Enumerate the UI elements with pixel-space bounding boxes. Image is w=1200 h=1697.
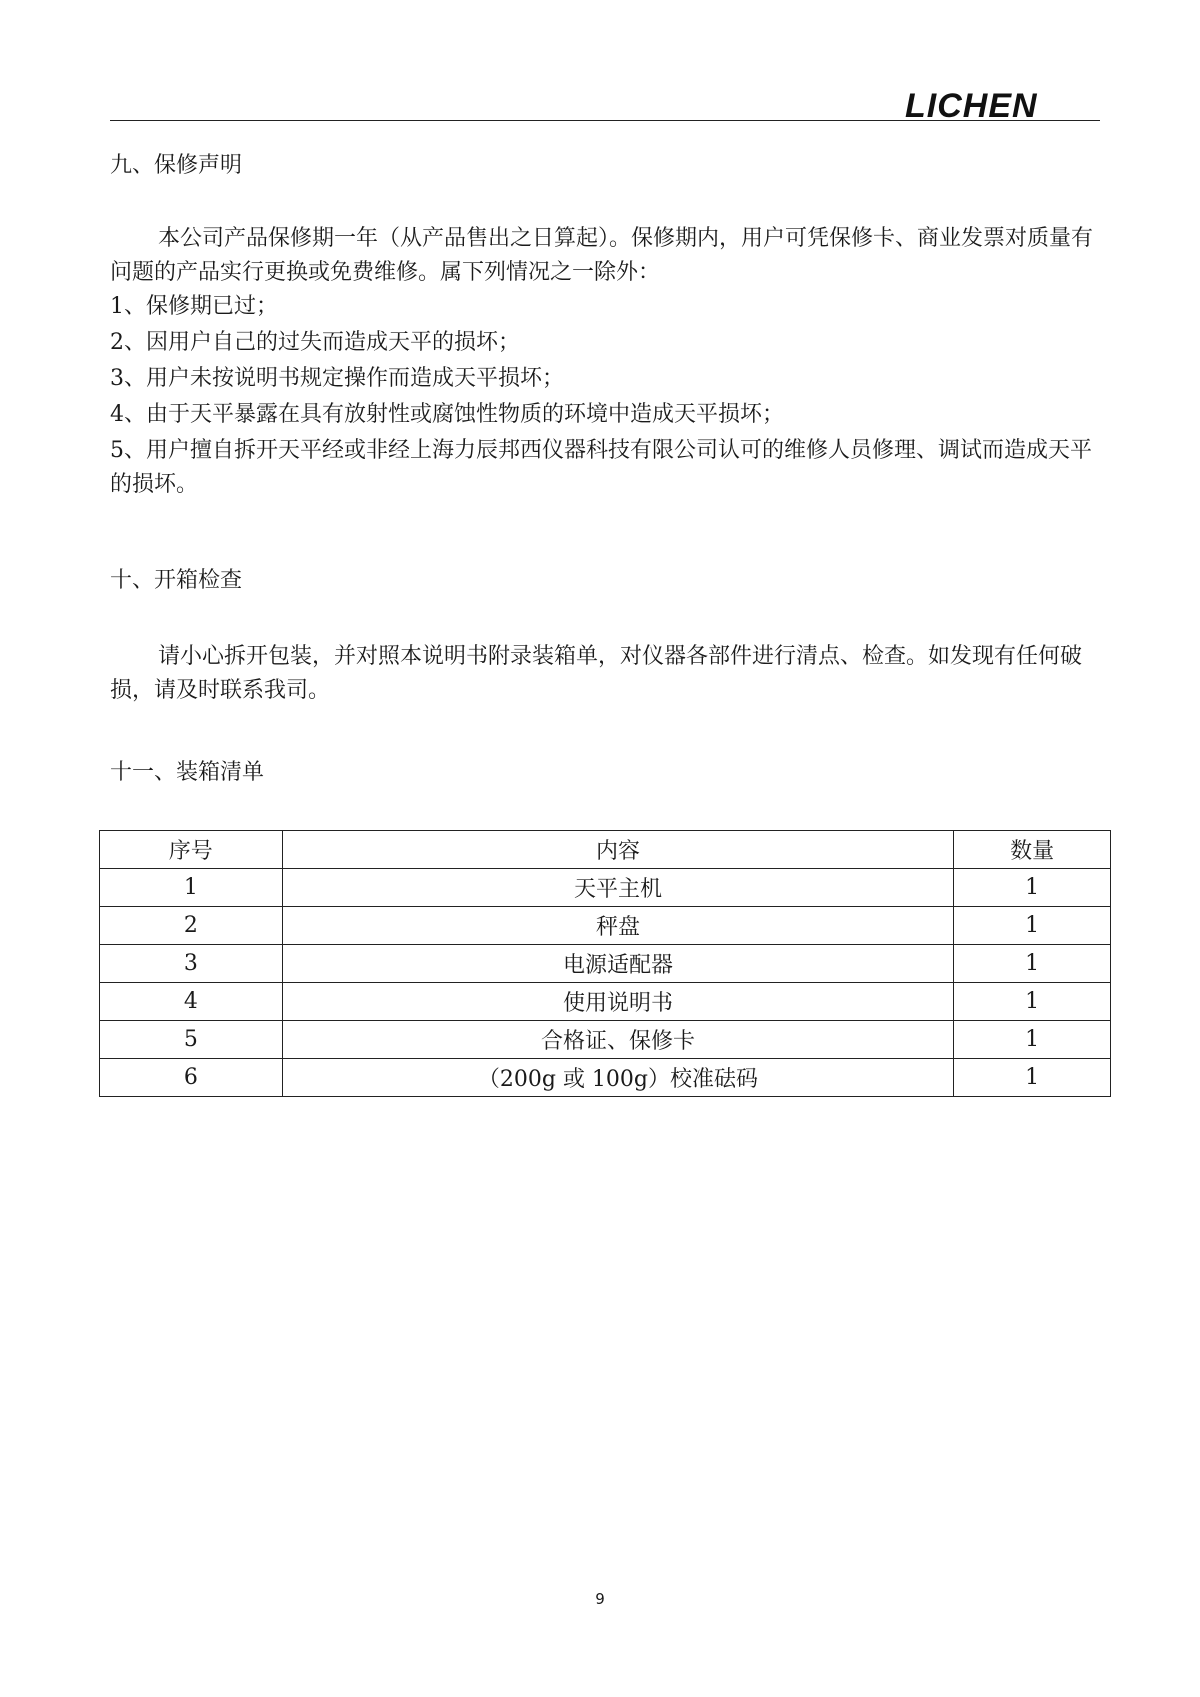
table-row <box>100 869 1111 907</box>
table-cell-quantity: 1 <box>954 945 1111 983</box>
section10-body: 请小心拆开包装，并对照本说明书附录装箱单，对仪器各部件进行清点、检查。如发现有任何破损，请及时联系我司。 <box>110 644 1083 703</box>
warranty-exclusion-3: 3、用户未按说明书规定操作而造成天平损坏； <box>110 366 564 391</box>
warranty-exclusion-2: 2、因用户自己的过失而造成天平的损坏； <box>110 330 520 355</box>
warranty-exclusion-4: 4、由于天平暴露在具有放射性或腐蚀性物质的环境中造成天平损坏； <box>110 402 784 427</box>
lichen-logo-graphic <box>903 86 1099 122</box>
table-row <box>100 1059 1111 1097</box>
table-header-row <box>100 831 1111 869</box>
table-cell-quantity: 1 <box>954 869 1111 907</box>
table-header-quantity: 数量 <box>954 831 1111 869</box>
table-cell-quantity: 1 <box>954 1021 1111 1059</box>
lichen-logo-text: LICHEN <box>905 87 1038 122</box>
table-cell-content: 秤盘 <box>282 907 954 945</box>
table-cell-content: 天平主机 <box>282 869 954 907</box>
table-cell-content: 使用说明书 <box>282 983 954 1021</box>
table-cell-quantity: 1 <box>954 1059 1111 1097</box>
section9-title: 九、保修声明 <box>110 153 243 178</box>
warranty-exclusion-1: 1、保修期已过； <box>110 294 278 319</box>
table-cell-content: 电源适配器 <box>282 945 954 983</box>
table-row <box>100 945 1111 983</box>
table-cell-content: 合格证、保修卡 <box>282 1021 954 1059</box>
table-row <box>100 907 1111 945</box>
table-cell-content: （200g 或 100g）校准砝码 <box>282 1059 954 1097</box>
table-header-index: 序号 <box>100 831 283 869</box>
table-cell-index: 5 <box>100 1021 283 1059</box>
table-row <box>100 1021 1111 1059</box>
section11-title: 十一、装箱清单 <box>110 760 265 785</box>
table-cell-index: 2 <box>100 907 283 945</box>
packing-list-table <box>99 830 1111 1097</box>
warranty-exclusion-5: 5、用户擅自拆开天平经或非经上海力辰邦西仪器科技有限公司认可的维修人员修理、调试而造成天平的损坏。 <box>110 438 1093 497</box>
table-cell-index: 3 <box>100 945 283 983</box>
section9-intro: 本公司产品保修期一年（从产品售出之日算起）。保修期内，用户可凭保修卡、商业发票对质量有问题的产品实行更换或免费维修。属下列情况之一除外： <box>110 226 1094 285</box>
header-divider <box>110 120 1100 121</box>
page-number: 9 <box>595 1590 605 1608</box>
lichen-logo <box>903 86 1099 122</box>
table-cell-quantity: 1 <box>954 983 1111 1021</box>
table-header-content: 内容 <box>282 831 954 869</box>
table-cell-index: 4 <box>100 983 283 1021</box>
table-row <box>100 983 1111 1021</box>
table-cell-quantity: 1 <box>954 907 1111 945</box>
section10-title: 十、开箱检查 <box>110 568 243 593</box>
table-cell-index: 6 <box>100 1059 283 1097</box>
table-cell-index: 1 <box>100 869 283 907</box>
